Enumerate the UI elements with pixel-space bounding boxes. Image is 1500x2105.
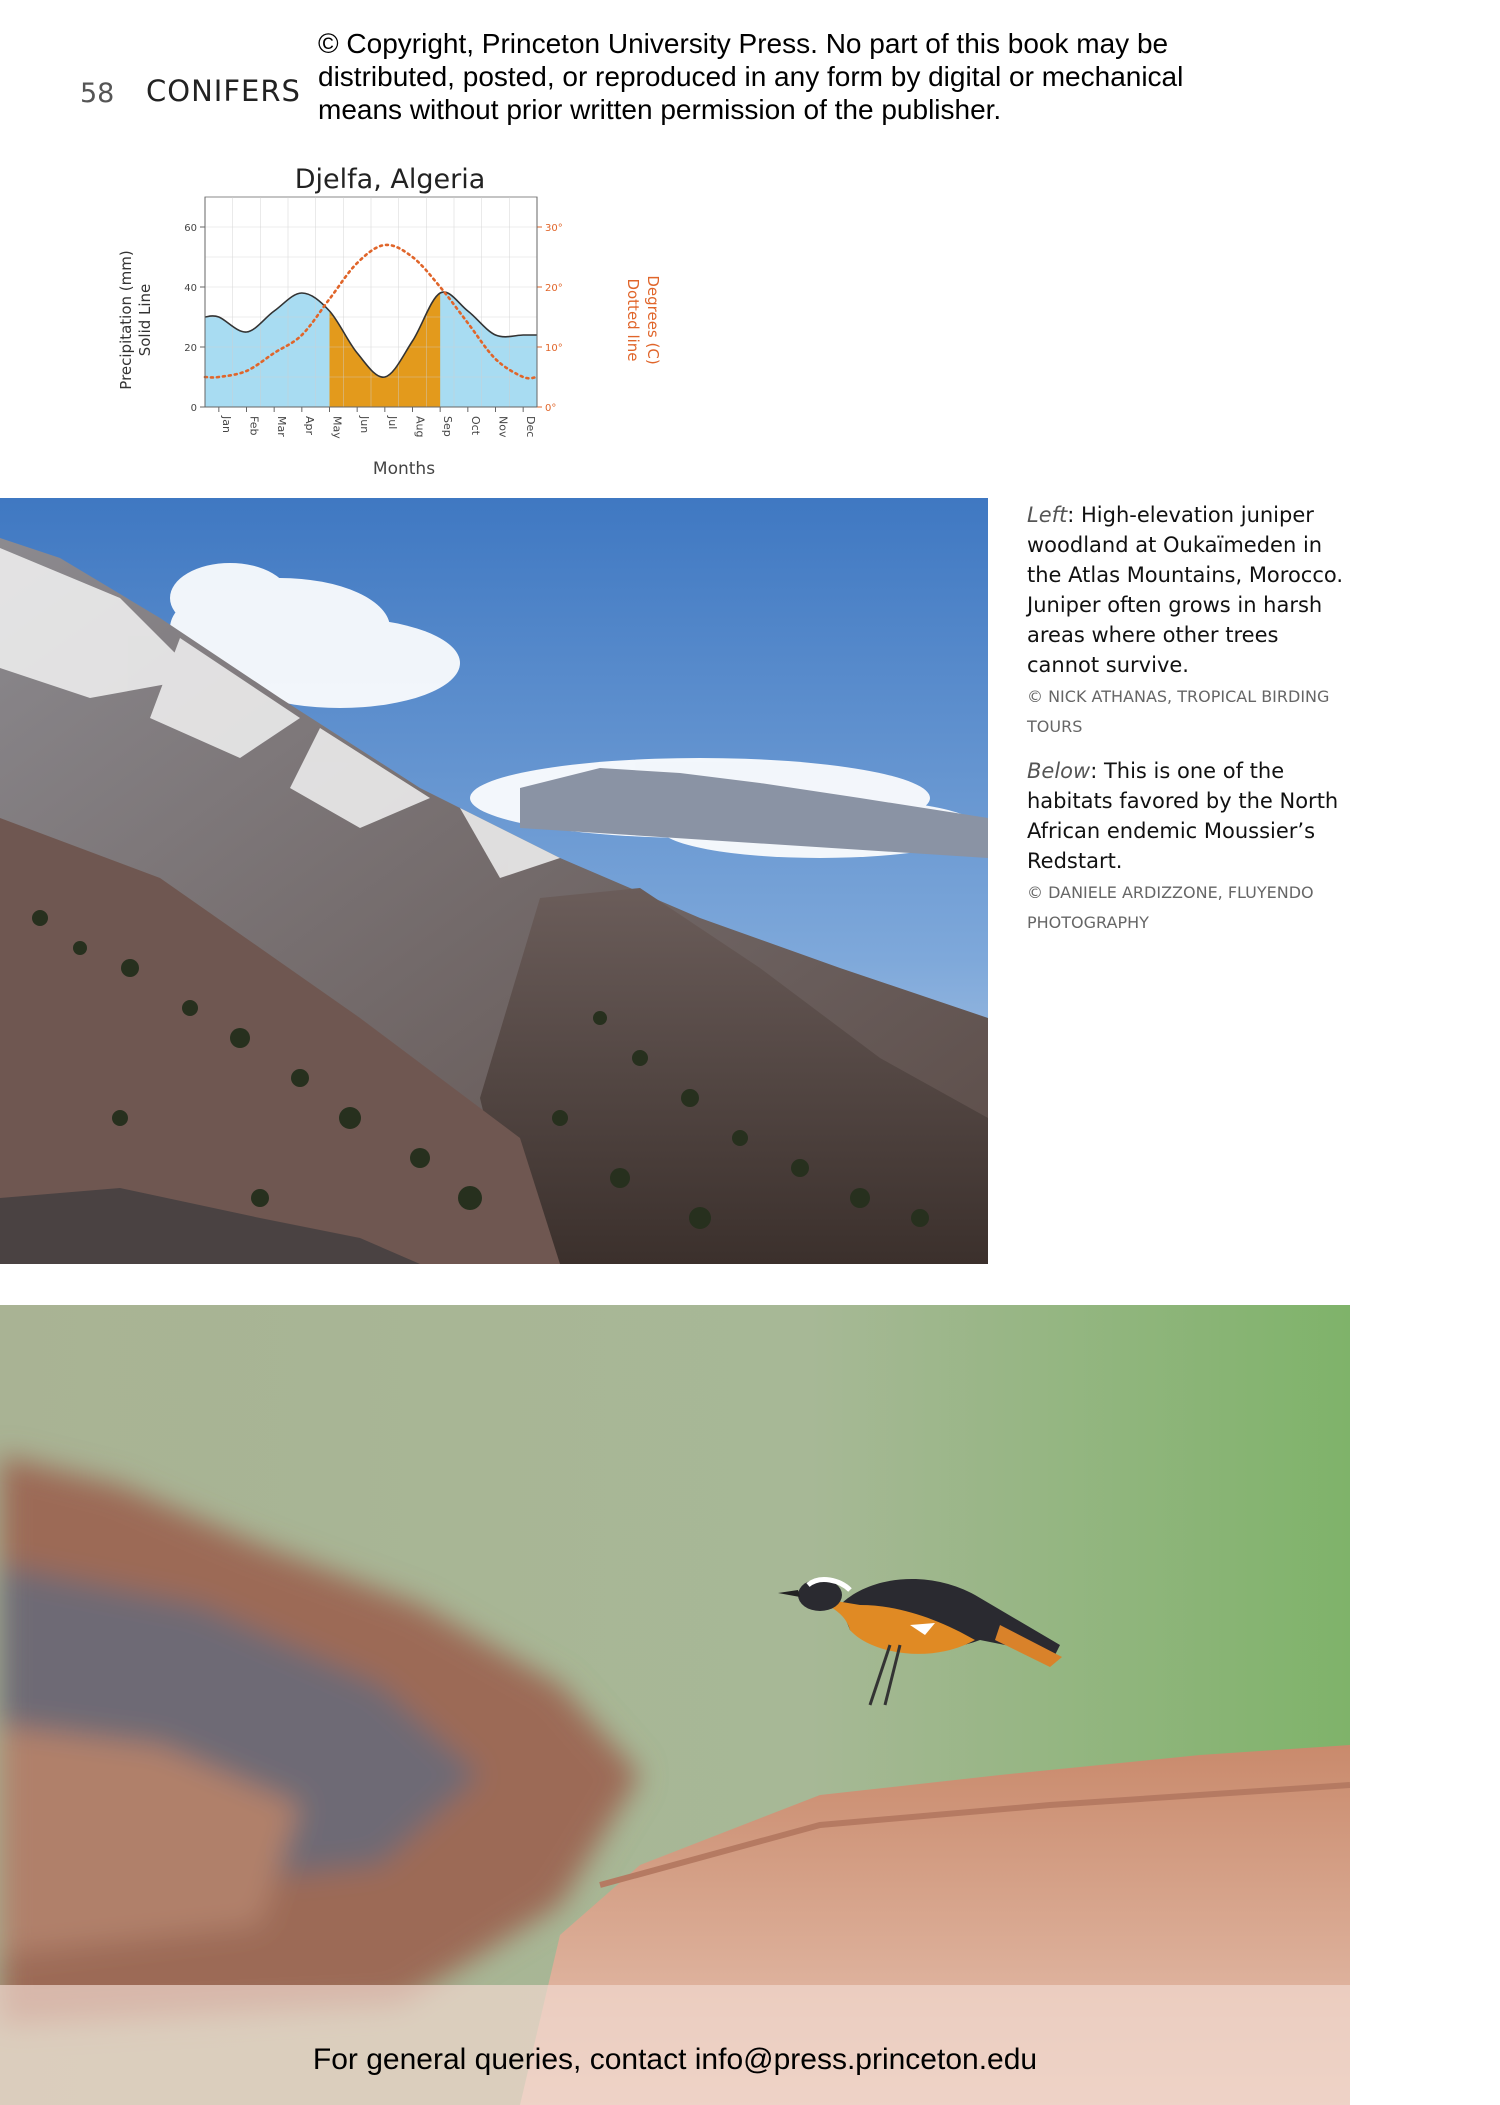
caption-text: This is one of the habitats favored by the North African endemic Moussier’s Redstart. bbox=[1027, 759, 1339, 873]
chart-title: Djelfa, Algeria bbox=[294, 164, 486, 195]
x-tick-label: Feb bbox=[247, 416, 261, 436]
caption-lead: Below bbox=[1027, 759, 1091, 783]
y2-tick-label: 10° bbox=[545, 343, 563, 354]
x-tick-label: Jan bbox=[219, 416, 233, 433]
plot-area bbox=[184, 197, 562, 439]
x-axis-label: Months bbox=[372, 459, 436, 479]
y-axis-label: Precipitation (mm) bbox=[117, 250, 135, 390]
x-tick-label: Oct bbox=[468, 416, 482, 436]
x-tick-label: Apr bbox=[302, 416, 316, 436]
section-title: CONIFERS bbox=[146, 74, 301, 108]
y-axis-sublabel: Solid Line bbox=[136, 283, 154, 357]
y2-tick-label: 0° bbox=[545, 403, 557, 414]
x-tick-label: Aug bbox=[413, 416, 427, 438]
x-tick-label: Dec bbox=[524, 416, 538, 438]
page-number: 58 bbox=[80, 78, 115, 109]
caption-lead: Left bbox=[1027, 503, 1068, 527]
x-tick-label: Nov bbox=[496, 416, 510, 438]
caption-below bbox=[1027, 756, 1357, 876]
photo-credit: © NICK ATHANAS, TROPICAL BIRDING TOURS bbox=[1027, 687, 1330, 736]
y-tick-label: 0 bbox=[190, 403, 197, 414]
redstart-photo bbox=[0, 1305, 1350, 2105]
caption-left bbox=[1027, 500, 1357, 680]
x-tick-label: Jul bbox=[385, 416, 399, 430]
y2-axis-sublabel: Dotted line bbox=[624, 278, 642, 362]
y2-axis-label: Degrees (C) bbox=[644, 275, 662, 365]
x-tick-label: Sep bbox=[441, 416, 455, 437]
caption-text: High-elevation juniper woodland at Oukaïmeden in the Atlas Mountains, Morocco. Juniper often grows in harsh areas where other trees cannot survive. bbox=[1027, 503, 1344, 677]
y-tick-label: 60 bbox=[184, 223, 197, 234]
y-tick-label: 20 bbox=[184, 343, 197, 354]
y2-tick-label: 30° bbox=[545, 223, 563, 234]
footer-contact: For general queries, contact info@press.princeton.edu bbox=[312, 2043, 1038, 2076]
caption-colon: : bbox=[1090, 759, 1104, 783]
climate-chart bbox=[110, 150, 670, 490]
x-tick-label: Mar bbox=[275, 416, 289, 437]
mountain-juniper-photo bbox=[0, 498, 988, 1264]
caption-colon: : bbox=[1067, 503, 1082, 527]
y-tick-label: 40 bbox=[184, 283, 197, 294]
x-tick-label: Jun bbox=[358, 416, 372, 434]
photo-credit: © DANIELE ARDIZZONE, FLUYENDO PHOTOGRAPHY bbox=[1027, 883, 1314, 932]
y2-tick-label: 20° bbox=[545, 283, 563, 294]
x-tick-label: May bbox=[330, 416, 344, 439]
copyright-notice: © Copyright, Princeton University Press. No part of this book may be distributed, posted, or reproduced in any form by digital or mechanical means without prior written permission of the publisher. bbox=[318, 28, 1184, 125]
photo-captions bbox=[1027, 500, 1357, 952]
